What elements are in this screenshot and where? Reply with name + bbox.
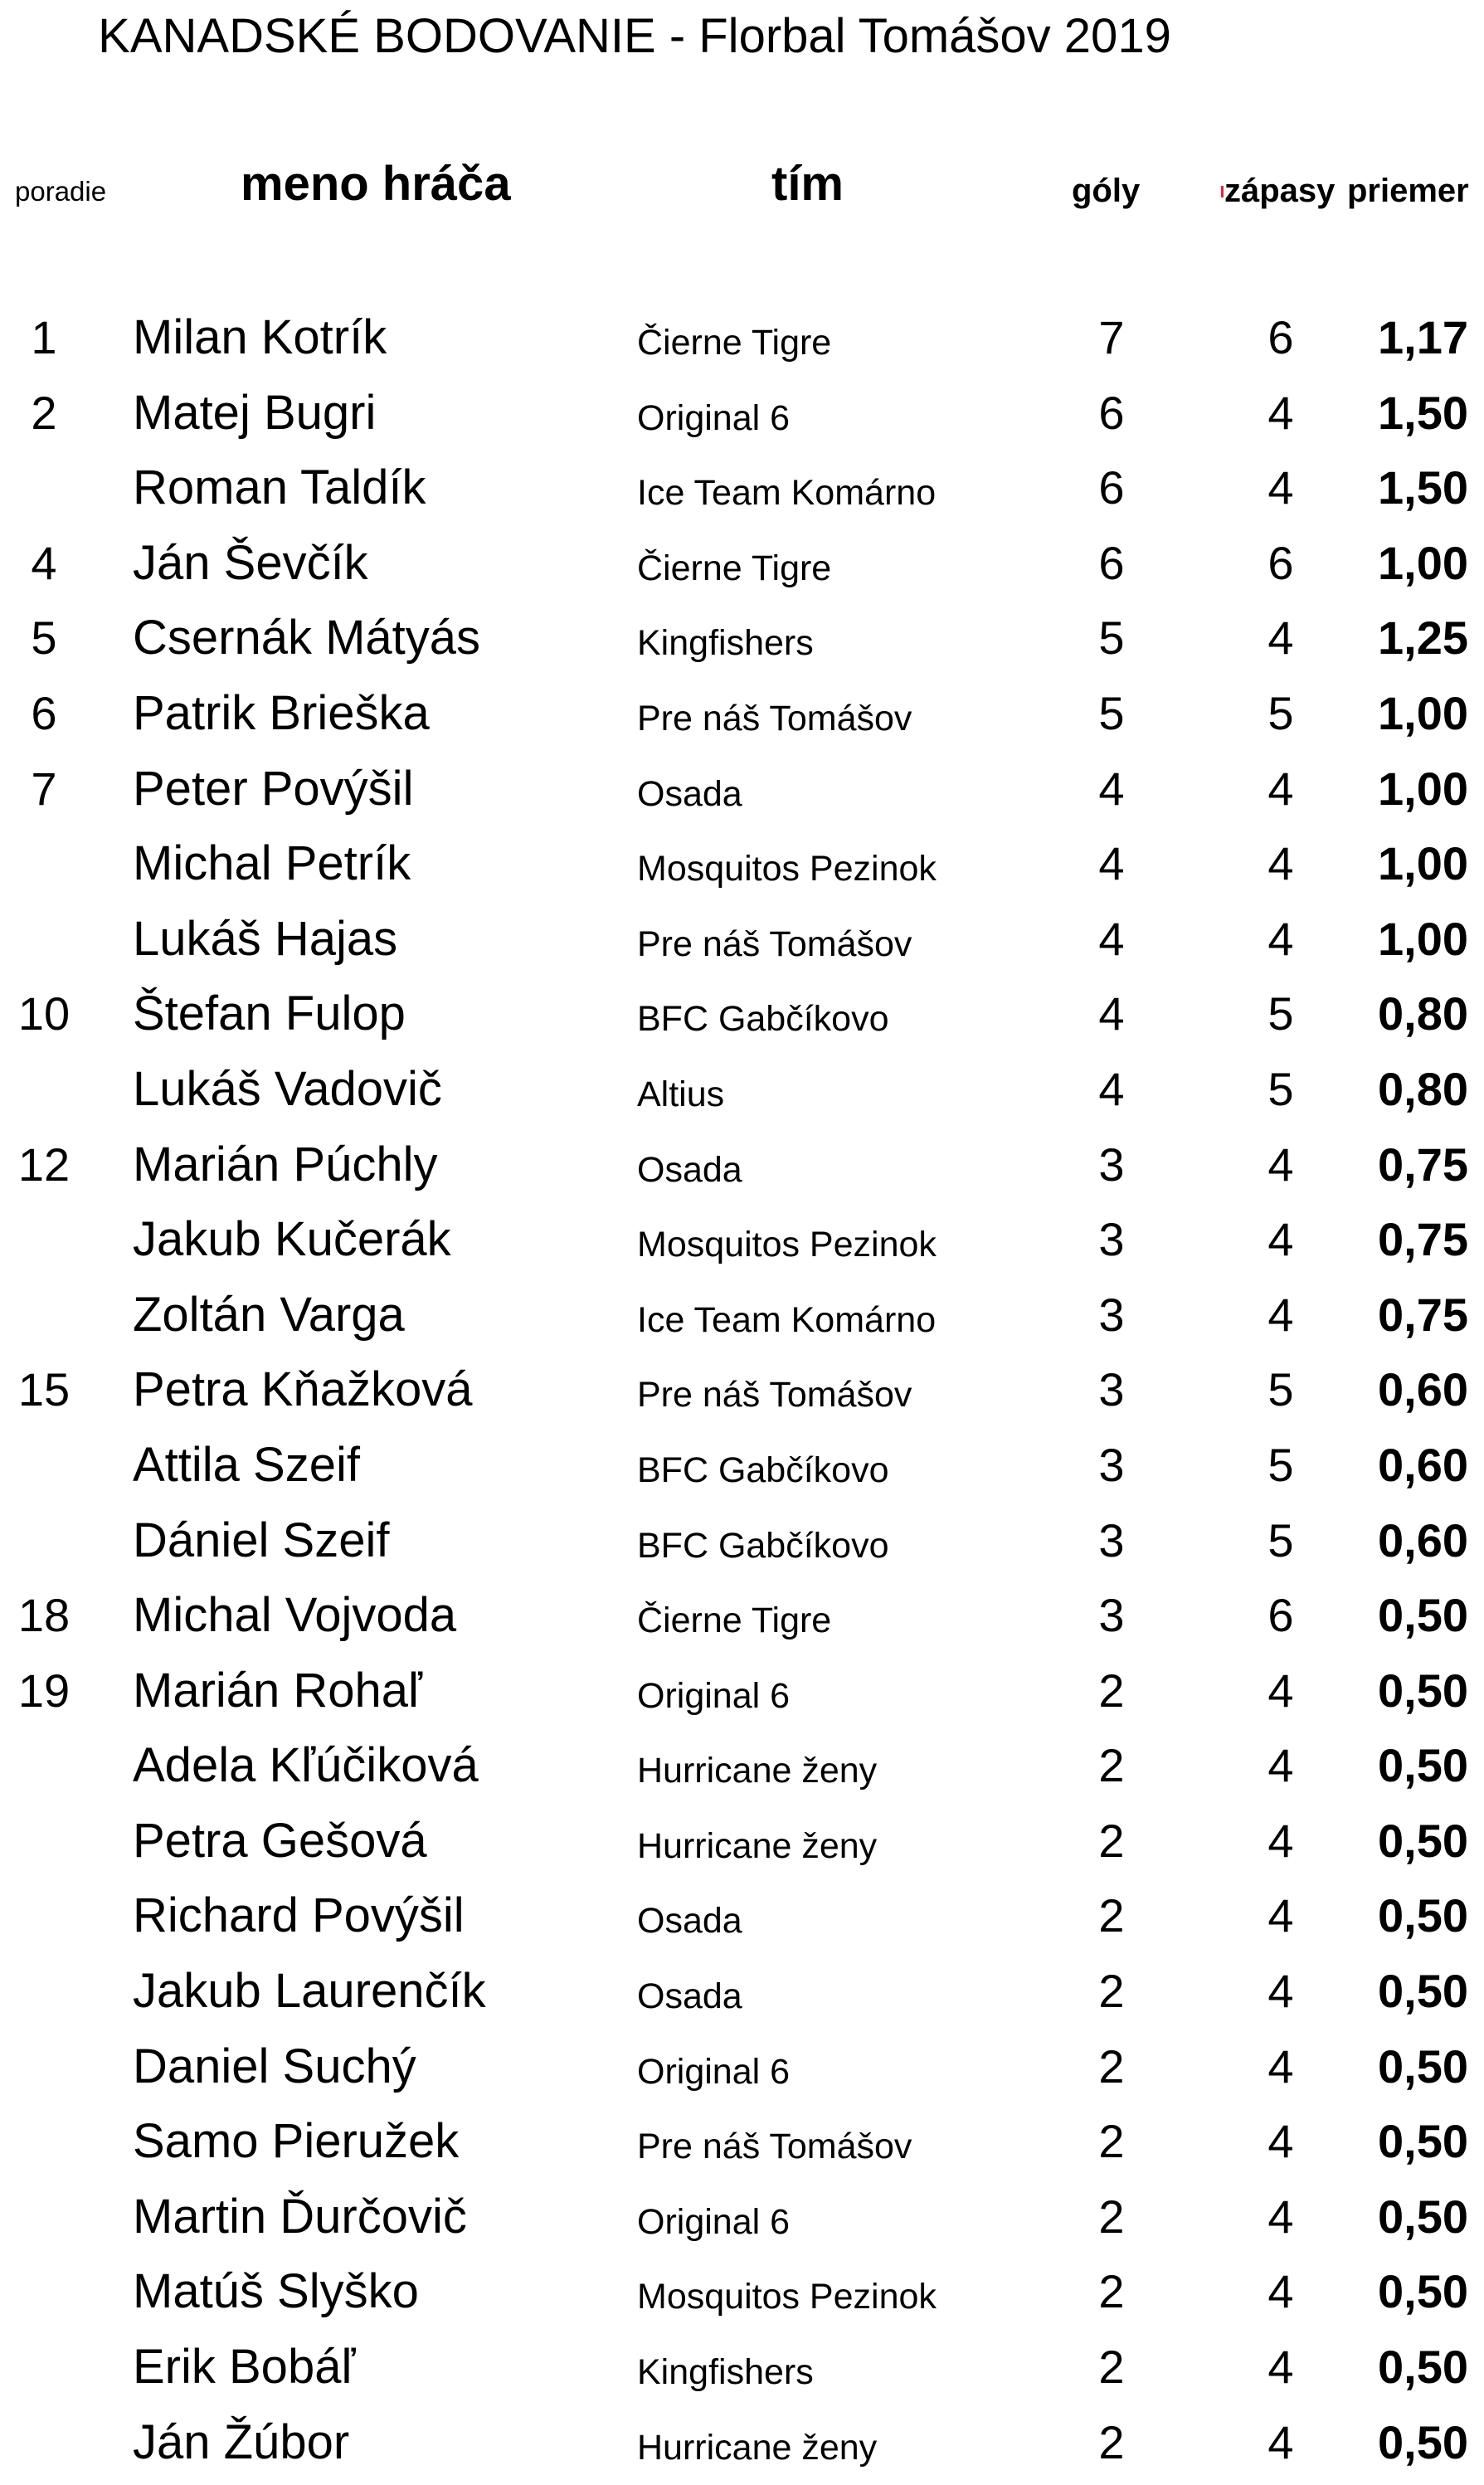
player-name-cell: Lukáš Hajas <box>133 911 398 966</box>
player-name-cell: Attila Szeif <box>133 1437 360 1492</box>
average-cell: 0,50 <box>1378 1889 1468 1942</box>
goals-cell: 2 <box>1098 2190 1125 2243</box>
goals-cell: 3 <box>1098 1213 1125 1266</box>
average-cell: 0,60 <box>1378 1438 1468 1491</box>
games-cell: 4 <box>1267 1288 1294 1341</box>
games-cell: 4 <box>1267 2115 1294 2168</box>
player-name-cell: Milan Kotrík <box>133 310 387 364</box>
average-cell: 0,50 <box>1378 1589 1468 1642</box>
games-cell: 5 <box>1267 1363 1294 1416</box>
games-cell: 4 <box>1267 2415 1294 2468</box>
average-cell: 0,50 <box>1378 1739 1468 1792</box>
average-cell: 0,50 <box>1378 1965 1468 2018</box>
page-title: KANADSKÉ BODOVANIE - Florbal Tomášov 2019 <box>98 9 1171 63</box>
rank-cell: 1 <box>31 311 57 363</box>
rank-cell: 2 <box>31 386 57 439</box>
average-cell: 0,75 <box>1378 1138 1468 1191</box>
average-cell: 0,50 <box>1378 1814 1468 1867</box>
team-cell: Kingfishers <box>637 2352 814 2393</box>
table-row <box>0 1954 1484 2029</box>
average-cell: 0,50 <box>1378 2039 1468 2093</box>
player-name-cell: Marián Púchly <box>133 1137 438 1191</box>
player-name-cell: Samo Pieružek <box>133 2114 460 2169</box>
games-cell: 5 <box>1267 1513 1294 1567</box>
goals-cell: 2 <box>1098 2341 1125 2394</box>
team-cell: BFC Gabčíkovo <box>637 1525 889 1566</box>
table-row <box>0 1654 1484 1729</box>
games-cell: 4 <box>1267 1739 1294 1792</box>
games-cell: 4 <box>1267 612 1294 665</box>
goals-cell: 4 <box>1098 837 1125 890</box>
player-name-cell: Patrik Brieška <box>133 685 430 740</box>
games-cell: 5 <box>1267 686 1294 739</box>
rank-cell: 7 <box>31 762 57 815</box>
games-cell: 4 <box>1267 837 1294 890</box>
goals-cell: 6 <box>1098 536 1125 589</box>
player-name-cell: Csernák Mátyás <box>133 611 481 665</box>
team-cell: Pre náš Tomášov <box>637 1375 912 1415</box>
rank-cell: 4 <box>31 536 57 589</box>
player-name-cell: Zoltán Varga <box>133 1287 405 1342</box>
table-row <box>0 1728 1484 1804</box>
goals-cell: 4 <box>1098 1062 1125 1115</box>
table-row <box>0 1578 1484 1654</box>
player-name-cell: Martin Ďurčovič <box>133 2189 467 2244</box>
games-cell: 4 <box>1267 461 1294 514</box>
games-cell: 5 <box>1267 987 1294 1040</box>
table-row <box>0 902 1484 977</box>
player-name-cell: Roman Taldík <box>133 460 426 515</box>
goals-cell: 2 <box>1098 1739 1125 1792</box>
player-name-cell: Štefan Fulop <box>133 987 406 1041</box>
goals-cell: 3 <box>1098 1438 1125 1491</box>
table-row <box>0 300 1484 376</box>
table-row <box>0 451 1484 526</box>
player-name-cell: Jakub Kučerák <box>133 1212 451 1267</box>
games-cell: 6 <box>1267 1589 1294 1642</box>
team-cell: Čierne Tigre <box>637 1601 832 1641</box>
games-cell: 4 <box>1267 1213 1294 1266</box>
average-cell: 0,50 <box>1378 2115 1468 2168</box>
player-name-cell: Jakub Laurenčík <box>133 1964 486 2019</box>
table-row <box>0 1804 1484 1879</box>
goals-cell: 2 <box>1098 1814 1125 1867</box>
average-cell: 0,50 <box>1378 1664 1468 1717</box>
rank-cell: 18 <box>17 1589 71 1642</box>
games-cell: 4 <box>1267 1814 1294 1867</box>
goals-cell: 6 <box>1098 461 1125 514</box>
average-cell: 0,80 <box>1378 987 1468 1040</box>
player-name-cell: Adela Kľúčiková <box>133 1738 479 1793</box>
player-name-cell: Erik Bobáľ <box>133 2340 356 2395</box>
player-name-cell: Daniel Suchý <box>133 2039 416 2093</box>
games-cell: 4 <box>1267 2265 1294 2318</box>
games-cell: 4 <box>1267 762 1294 815</box>
average-cell: 0,60 <box>1378 1363 1468 1416</box>
games-cell: 5 <box>1267 1062 1294 1115</box>
goals-cell: 7 <box>1098 311 1125 363</box>
average-cell: 0,75 <box>1378 1213 1468 1266</box>
player-name-cell: Peter Povýšil <box>133 761 414 816</box>
player-name-cell: Petra Kňažková <box>133 1362 473 1417</box>
team-cell: Mosquitos Pezinok <box>637 1225 937 1265</box>
player-name-cell: Ján Žúbor <box>133 2414 350 2469</box>
player-name-cell: Ján Ševčík <box>133 535 368 590</box>
goals-cell: 2 <box>1098 2265 1125 2318</box>
table-row <box>0 2330 1484 2405</box>
table-row <box>0 601 1484 676</box>
team-cell: Ice Team Komárno <box>637 473 937 514</box>
team-cell: Pre náš Tomášov <box>637 923 912 964</box>
team-cell: Hurricane ženy <box>637 2427 878 2468</box>
goals-cell: 2 <box>1098 1965 1125 2018</box>
player-name-cell: Michal Vojvoda <box>133 1588 457 1643</box>
team-cell: Original 6 <box>637 2051 791 2092</box>
average-cell: 0,80 <box>1378 1062 1468 1115</box>
team-cell: BFC Gabčíkovo <box>637 1450 889 1490</box>
goals-cell: 4 <box>1098 762 1125 815</box>
team-cell: Osada <box>637 1901 742 1942</box>
table-row <box>0 1503 1484 1579</box>
team-cell: Original 6 <box>637 397 791 438</box>
rank-cell: 6 <box>31 686 57 739</box>
team-cell: Kingfishers <box>637 623 814 664</box>
table-row <box>0 1202 1484 1278</box>
average-cell: 0,50 <box>1378 2341 1468 2394</box>
games-cell: 4 <box>1267 1664 1294 1717</box>
goals-cell: 2 <box>1098 1664 1125 1717</box>
goals-cell: 5 <box>1098 686 1125 739</box>
table-row <box>0 1052 1484 1128</box>
team-cell: Altius <box>637 1074 725 1114</box>
player-name-cell: Marián Rohaľ <box>133 1663 422 1718</box>
goals-cell: 2 <box>1098 2039 1125 2093</box>
average-cell: 0,50 <box>1378 2190 1468 2243</box>
team-cell: Original 6 <box>637 1675 791 1716</box>
games-cell: 4 <box>1267 2190 1294 2243</box>
average-cell: 1,00 <box>1378 762 1468 815</box>
goals-cell: 3 <box>1098 1363 1125 1416</box>
table-row <box>0 752 1484 827</box>
rank-cell: 10 <box>17 987 71 1040</box>
table-row <box>0 1128 1484 1203</box>
average-cell: 1,50 <box>1378 461 1468 514</box>
player-name-cell: Matej Bugri <box>133 385 377 440</box>
player-name-cell: Michal Petrík <box>133 836 411 891</box>
average-cell: 1,00 <box>1378 686 1468 739</box>
table-row <box>0 376 1484 451</box>
table-row <box>0 526 1484 602</box>
goals-cell: 2 <box>1098 1889 1125 1942</box>
team-cell: Osada <box>637 1976 742 2017</box>
column-header-team: tím <box>771 157 844 211</box>
games-cell: 4 <box>1267 2039 1294 2093</box>
games-cell: 4 <box>1267 1138 1294 1191</box>
team-cell: Hurricane ženy <box>637 1825 878 1866</box>
team-cell: Mosquitos Pezinok <box>637 2277 937 2317</box>
games-cell: 4 <box>1267 1965 1294 2018</box>
table-row <box>0 826 1484 902</box>
goals-cell: 3 <box>1098 1288 1125 1341</box>
player-name-cell: Matúš Slyško <box>133 2264 419 2319</box>
player-name-cell: Richard Povýšil <box>133 1888 465 1943</box>
player-name-cell: Petra Gešová <box>133 1813 427 1868</box>
rank-cell: 19 <box>17 1664 71 1717</box>
team-cell: Pre náš Tomášov <box>637 698 912 738</box>
goals-cell: 3 <box>1098 1589 1125 1642</box>
team-cell: Osada <box>637 773 742 814</box>
rank-cell: 15 <box>17 1363 71 1416</box>
column-header-goals: góly <box>1072 173 1141 209</box>
average-cell: 0,60 <box>1378 1513 1468 1567</box>
table-row <box>0 2180 1484 2255</box>
team-cell: Ice Team Komárno <box>637 1299 937 1340</box>
goals-cell: 3 <box>1098 1138 1125 1191</box>
games-cell: 4 <box>1267 1889 1294 1942</box>
table-row <box>0 2104 1484 2180</box>
team-cell: Original 6 <box>637 2201 791 2242</box>
rank-cell: 5 <box>31 612 57 665</box>
games-cell: 6 <box>1267 311 1294 363</box>
table-row <box>0 1428 1484 1503</box>
column-header-games: zápasy <box>1224 173 1336 209</box>
games-cell: 4 <box>1267 2341 1294 2394</box>
average-cell: 1,00 <box>1378 837 1468 890</box>
team-cell: Osada <box>637 1149 742 1190</box>
goals-cell: 5 <box>1098 612 1125 665</box>
average-cell: 1,25 <box>1378 612 1468 665</box>
goals-cell: 2 <box>1098 2415 1125 2468</box>
table-row <box>0 977 1484 1052</box>
games-cell: 5 <box>1267 1438 1294 1491</box>
team-cell: Mosquitos Pezinok <box>637 849 937 889</box>
column-header-average: priemer <box>1347 173 1469 209</box>
goals-cell: 4 <box>1098 987 1125 1040</box>
table-row <box>0 2254 1484 2330</box>
goals-cell: 6 <box>1098 386 1125 439</box>
team-cell: Hurricane ženy <box>637 1751 878 1791</box>
average-cell: 1,00 <box>1378 912 1468 965</box>
average-cell: 1,00 <box>1378 536 1468 589</box>
goals-cell: 2 <box>1098 2115 1125 2168</box>
table-row <box>0 2405 1484 2481</box>
table-row <box>0 1878 1484 1954</box>
table-row <box>0 1278 1484 1353</box>
cell-marker <box>1221 186 1224 197</box>
player-name-cell: Lukáš Vadovič <box>133 1061 442 1116</box>
team-cell: Pre náš Tomášov <box>637 2127 912 2167</box>
table-row <box>0 1352 1484 1428</box>
average-cell: 0,75 <box>1378 1288 1468 1341</box>
goals-cell: 3 <box>1098 1513 1125 1567</box>
column-header-name: meno hráča <box>241 157 511 211</box>
games-cell: 4 <box>1267 386 1294 439</box>
games-cell: 6 <box>1267 536 1294 589</box>
standings-table <box>0 300 1484 2480</box>
team-cell: Čierne Tigre <box>637 323 832 363</box>
average-cell: 0,50 <box>1378 2415 1468 2468</box>
average-cell: 1,50 <box>1378 386 1468 439</box>
column-header-rank: poradie <box>15 176 107 207</box>
team-cell: BFC Gabčíkovo <box>637 999 889 1040</box>
average-cell: 0,50 <box>1378 2265 1468 2318</box>
player-name-cell: Dániel Szeif <box>133 1513 390 1567</box>
table-row <box>0 676 1484 752</box>
goals-cell: 4 <box>1098 912 1125 965</box>
team-cell: Čierne Tigre <box>637 548 832 588</box>
average-cell: 1,17 <box>1378 311 1468 363</box>
rank-cell: 12 <box>17 1138 71 1191</box>
table-row <box>0 2029 1484 2105</box>
games-cell: 4 <box>1267 912 1294 965</box>
